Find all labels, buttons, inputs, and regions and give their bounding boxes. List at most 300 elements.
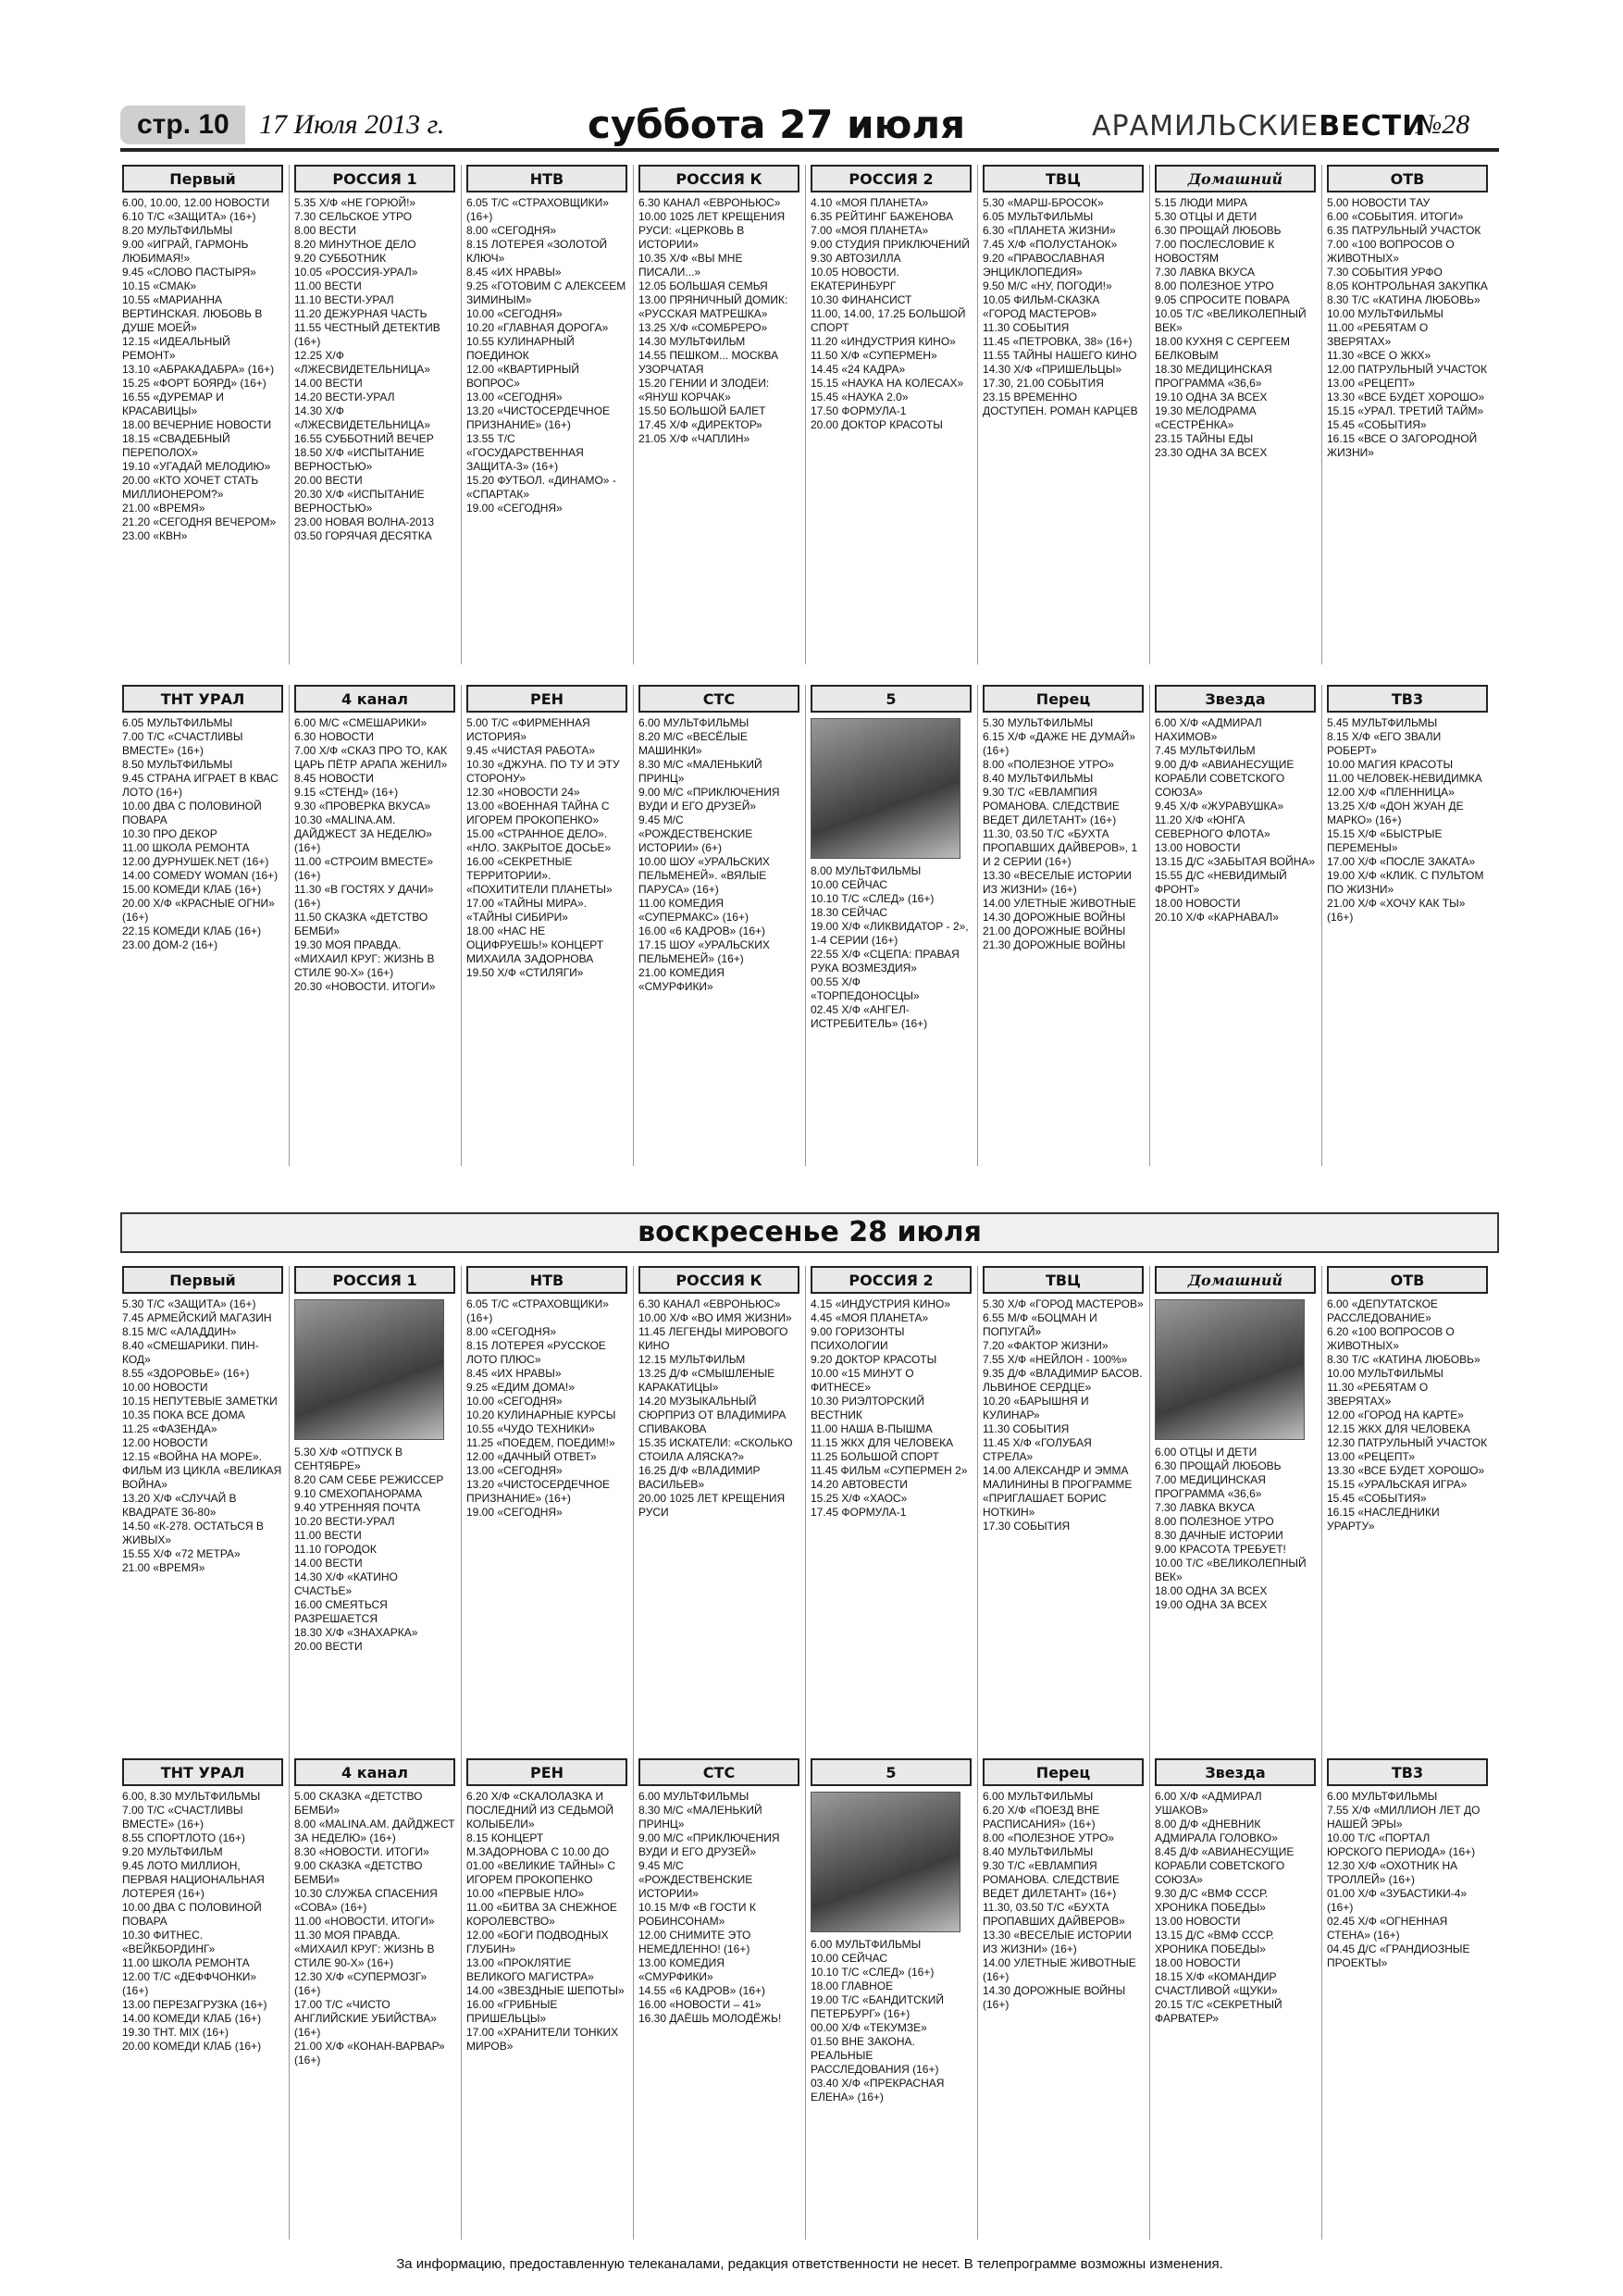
program-item: 6.30 ПРОЩАЙ ЛЮБОВЬ xyxy=(1155,224,1282,237)
program-item: 6.05 Т/С «СТРАХОВЩИКИ» (16+) xyxy=(466,1297,609,1324)
program-item: 8.00 «ПОЛЕЗНОЕ УТРО» xyxy=(983,758,1115,771)
program-item: 14.20 АВТОВЕСТИ xyxy=(811,1478,908,1491)
program-item: 9.30 АВТОЗИЛЛА xyxy=(811,252,901,265)
program-item: 10.30 «ДЖУНА. ПО ТУ И ЭТУ СТОРОНУ» xyxy=(466,758,620,785)
program-item: 10.00 «ПЕРВЫЕ НЛО» xyxy=(466,1887,585,1900)
program-item: 15.25 «ФОРТ БОЯРД» (16+) xyxy=(122,377,266,390)
program-item: 10.30 ПРО ДЕКОР xyxy=(122,827,217,840)
program-item: 9.00 ГОРИЗОНТЫ ПСИХОЛОГИИ xyxy=(811,1325,905,1352)
program-item: 19.00 Т/С «БАНДИТСКИЙ ПЕТЕРБУРГ» (16+) xyxy=(811,1993,944,2020)
program-item: 5.30 Х/Ф «ГОРОД МАСТЕРОВ» xyxy=(983,1297,1144,1310)
program-item: 14.50 «К-278. ОСТАТЬСЯ В ЖИВЫХ» xyxy=(122,1520,264,1546)
program-item: 6.00 М/С «СМЕШАРИКИ» xyxy=(294,716,427,729)
program-item: 12.00 НОВОСТИ xyxy=(122,1436,208,1449)
program-item: 11.30, 03.50 Т/С «БУХТА ПРОПАВШИХ ДАЙВЕРОВ», 1 И 2 СЕРИИ (16+) xyxy=(983,827,1138,868)
disclaimer-footer: За информацию, предоставленную телеканалами, редакция ответственности не несет. В телепрограмме возможны изменения. xyxy=(396,2256,1223,2272)
program-item: 8.40 «СМЕШАРИКИ. ПИН-КОД» xyxy=(122,1339,259,1366)
program-item: 6.00 Х/Ф «АДМИРАЛ НАХИМОВ» xyxy=(1155,716,1262,743)
program-item: 14.00 ВЕСТИ xyxy=(294,1557,363,1570)
program-item: 16.00 «НОВОСТИ – 41» xyxy=(638,1998,762,2011)
channel-column xyxy=(294,685,455,994)
program-item: 20.00 ДОКТОР КРАСОТЫ xyxy=(811,418,943,431)
column-divider xyxy=(805,1266,806,1766)
program-item: 18.00 КУХНЯ С СЕРГЕЕМ БЕЛКОВЫМ xyxy=(1155,335,1290,362)
column-divider xyxy=(1321,1266,1322,1766)
program-item: 16.15 «ВСЕ О ЗАГОРОДНОЙ ЖИЗНИ» xyxy=(1327,432,1478,459)
program-item: 10.20 «БАРЫШНЯ И КУЛИНАР» xyxy=(983,1395,1089,1421)
program-list xyxy=(638,196,799,446)
program-item: 13.00 ПЕРЕЗАГРУЗКА (16+) xyxy=(122,1998,267,2011)
channel-column xyxy=(122,165,283,543)
program-item: 10.00 МАГИЯ КРАСОТЫ xyxy=(1327,758,1454,771)
program-item: 21.00 «ВРЕМЯ» xyxy=(122,1561,205,1574)
program-item: 21.00 КОМЕДИЯ «СМУРФИКИ» xyxy=(638,966,725,993)
program-item: 10.35 Х/Ф «ВЫ МНЕ ПИСАЛИ...» xyxy=(638,252,743,279)
program-item: 20.00 Х/Ф «КРАСНЫЕ ОГНИ» (16+) xyxy=(122,897,275,924)
program-item: 17.00 «ТАЙНЫ МИРА». «ТАЙНЫ СИБИРИ» xyxy=(466,897,588,924)
program-item: 10.00 ДВА С ПОЛОВИНОЙ ПОВАРА xyxy=(122,800,262,826)
program-item: 8.15 КОНЦЕРТ М.ЗАДОРНОВА С 10.00 ДО 01.00 «ВЕЛИКИЕ ТАЙНЫ» С ИГОРЕМ ПРОКОПЕНКО xyxy=(466,1831,616,1886)
program-item: 10.00 Х/Ф «ВО ИМЯ ЖИЗНИ» xyxy=(638,1311,792,1324)
program-item: 13.25 Д/Ф «СМЫШЛЕНЫЕ КАРАКАТИЦЫ» xyxy=(638,1367,775,1394)
program-item: 12.15 «ВОЙНА НА МОРЕ». ФИЛЬМ ИЗ ЦИКЛА «ВЕЛИКАЯ ВОЙНА» xyxy=(122,1450,282,1491)
program-item: 9.20 ДОКТОР КРАСОТЫ xyxy=(811,1353,937,1366)
program-item: 20.30 «НОВОСТИ. ИТОГИ» xyxy=(294,980,436,993)
program-item: 6.00 МУЛЬТФИЛЬМЫ xyxy=(638,716,750,729)
program-item: 16.00 «ГРИБНЫЕ ПРИШЕЛЬЦЫ» xyxy=(466,1998,558,2025)
program-item: 7.20 «ФАКТОР ЖИЗНИ» xyxy=(983,1339,1109,1352)
program-item: 10.20 «ГЛАВНАЯ ДОРОГА» xyxy=(466,321,609,334)
program-item: 14.55 ПЕШКОМ... МОСКВА УЗОРЧАТАЯ xyxy=(638,349,779,376)
program-item: 11.00, 14.00, 17.25 БОЛЬШОЙ СПОРТ xyxy=(811,307,966,334)
day-title: суббота 27 июля xyxy=(588,102,966,147)
program-item: 8.30 М/С «МАЛЕНЬКИЙ ПРИНЦ» xyxy=(638,1804,762,1831)
program-item: 10.20 КУЛИНАРНЫЕ КУРСЫ xyxy=(466,1409,616,1421)
program-item: 20.00 ВЕСТИ xyxy=(294,474,363,487)
program-item: 19.00 «СЕГОДНЯ» xyxy=(466,502,563,515)
program-item: 20.00 КОМЕДИ КЛАБ (16+) xyxy=(122,2040,262,2053)
program-list xyxy=(638,716,799,994)
program-item: 21.00 «ВРЕМЯ» xyxy=(122,502,205,515)
channel-column xyxy=(638,685,799,994)
program-list xyxy=(1155,1790,1316,2026)
column-divider xyxy=(1321,165,1322,664)
program-item: 11.20 Х/Ф «ЮНГА СЕВЕРНОГО ФЛОТА» xyxy=(1155,813,1270,840)
program-item: 18.50 Х/Ф «ИСПЫТАНИЕ ВЕРНОСТЬЮ» xyxy=(294,446,425,473)
issue-date: 17 Июля 2013 г. xyxy=(259,109,445,140)
program-item: 7.45 МУЛЬТФИЛЬМ xyxy=(1155,744,1256,757)
program-item: 11.30 СОБЫТИЯ xyxy=(983,1422,1070,1435)
column-divider xyxy=(289,1758,290,2240)
program-item: 19.50 Х/Ф «СТИЛЯГИ» xyxy=(466,966,584,979)
program-item: 11.50 СКАЗКА «ДЕТСТВО БЕМБИ» xyxy=(294,911,428,937)
program-item: 15.45 «СОБЫТИЯ» xyxy=(1327,1492,1427,1505)
column-divider xyxy=(461,685,462,1166)
column-divider xyxy=(805,1758,806,2240)
program-item: 21.05 Х/Ф «ЧАПЛИН» xyxy=(638,432,750,445)
program-item: 10.00 ДВА С ПОЛОВИНОЙ ПОВАРА xyxy=(122,1901,262,1928)
program-item: 21.20 «СЕГОДНЯ ВЕЧЕРОМ» xyxy=(122,515,277,528)
program-item: 8.00 «СЕГОДНЯ» xyxy=(466,1325,557,1338)
column-divider xyxy=(1321,1758,1322,2240)
program-item: 8.00 МУЛЬТФИЛЬМЫ xyxy=(811,864,922,877)
program-item: 11.00 ЧЕЛОВЕК-НЕВИДИМКА xyxy=(1327,772,1482,785)
channel-logo: НТВ xyxy=(466,1266,627,1294)
channel-logo: 4 канал xyxy=(294,1758,455,1786)
program-item: 13.00 «РЕЦЕПТ» xyxy=(1327,1450,1416,1463)
program-item: 12.00 ДУРНУШЕК.NET (16+) xyxy=(122,855,269,868)
program-item: 7.00 МЕДИЦИНСКАЯ ПРОГРАММА «36,6» xyxy=(1155,1473,1266,1500)
program-item: 6.30 КАНАЛ «ЕВРОНЬЮС» xyxy=(638,1297,781,1310)
program-item: 8.00 «ПОЛЕЗНОЕ УТРО» xyxy=(983,1831,1115,1844)
program-item: 11.10 ГОРОДОК xyxy=(294,1543,377,1556)
program-item: 7.30 ЛАВКА ВКУСА xyxy=(1155,266,1256,279)
program-item: 6.00 «ДЕПУТАТСКОЕ РАССЛЕДОВАНИЕ» xyxy=(1327,1297,1438,1324)
program-item: 10.20 ВЕСТИ-УРАЛ xyxy=(294,1515,395,1528)
column-divider xyxy=(977,1266,978,1766)
program-item: 13.15 Д/С «ЗАБЫТАЯ ВОЙНА» xyxy=(1155,855,1316,868)
program-item: 8.55 СПОРТЛОТО (16+) xyxy=(122,1831,245,1844)
channel-column xyxy=(122,685,283,952)
channel-column xyxy=(811,1758,972,2104)
program-item: 19.10 ОДНА ЗА ВСЕХ xyxy=(1155,391,1268,403)
program-item: 11.30 «В ГОСТЯХ У ДАЧИ» (16+) xyxy=(294,883,434,910)
program-item: 10.00 МУЛЬТФИЛЬМЫ xyxy=(1327,1367,1443,1380)
program-item: 10.10 Т/С «СЛЕД» (16+) xyxy=(811,1966,935,1979)
program-item: 23.15 ТАЙНЫ ЕДЫ xyxy=(1155,432,1254,445)
channel-column xyxy=(122,1266,283,1575)
program-item: 5.30 Т/С «ЗАЩИТА» (16+) xyxy=(122,1297,256,1310)
program-list xyxy=(294,716,455,994)
program-item: 8.30 «НОВОСТИ. ИТОГИ» xyxy=(294,1845,429,1858)
program-item: 8.00 Д/Ф «ДНЕВНИК АДМИРАЛА ГОЛОВКО» xyxy=(1155,1818,1278,1844)
program-item: 18.00 ГЛАВНОЕ xyxy=(811,1980,894,1992)
program-item: 10.00 ШОУ «УРАЛЬСКИХ ПЕЛЬМЕНЕЙ». «ВЯЛЫЕ ПАРУСА» (16+) xyxy=(638,855,770,896)
program-item: 6.05 МУЛЬТФИЛЬМЫ xyxy=(122,716,233,729)
program-item: 14.00 КОМЕДИ КЛАБ (16+) xyxy=(122,2012,262,2025)
channel-logo: Домашний xyxy=(1155,165,1316,192)
program-item: 6.20 Х/Ф «СКАЛОЛАЗКА И ПОСЛЕДНИЙ ИЗ СЕДЬМОЙ КОЛЫБЕЛИ» xyxy=(466,1790,614,1831)
program-item: 4.10 «МОЯ ПЛАНЕТА» xyxy=(811,196,929,209)
program-item: 5.00 НОВОСТИ ТАУ xyxy=(1327,196,1431,209)
page-header xyxy=(120,102,1499,150)
program-item: 15.00 КОМЕДИ КЛАБ (16+) xyxy=(122,883,262,896)
channel-column xyxy=(1155,1758,1316,2026)
program-item: 04.45 Д/С «ГРАНДИОЗНЫЕ ПРОЕКТЫ» xyxy=(1327,1942,1470,1969)
program-item: 19.00 «СЕГОДНЯ» xyxy=(466,1506,563,1519)
program-item: 11.45 ФИЛЬМ «СУПЕРМЕН 2» xyxy=(811,1464,968,1477)
program-item: 10.00 1025 ЛЕТ КРЕЩЕНИЯ РУСИ: «ЦЕРКОВЬ В ИСТОРИИ» xyxy=(638,210,786,251)
program-item: 13.30 «ВЕСЕЛЫЕ ИСТОРИИ ИЗ ЖИЗНИ» (16+) xyxy=(983,1929,1132,1955)
program-item: 18.00 ОДНА ЗА ВСЕХ xyxy=(1155,1584,1268,1597)
program-item: 10.30 ФИТНЕС. «ВЕЙКБОРДИНГ» xyxy=(122,1929,216,1955)
program-list xyxy=(811,1297,972,1520)
program-item: 6.20 Х/Ф «ПОЕЗД ВНЕ РАСПИСАНИЯ» (16+) xyxy=(983,1804,1100,1831)
program-item: 8.45 НОВОСТИ xyxy=(294,772,374,785)
program-item: 9.00 СТУДИЯ ПРИКЛЮЧЕНИЙ xyxy=(811,238,970,251)
program-item: 23.30 ОДНА ЗА ВСЕХ xyxy=(1155,446,1268,459)
channel-column xyxy=(983,1266,1144,1533)
program-item: 9.05 СПРОСИТЕ ПОВАРА xyxy=(1155,293,1290,306)
program-item: 6.00 МУЛЬТФИЛЬМЫ xyxy=(811,1938,922,1951)
program-list xyxy=(811,864,972,1031)
program-item: 6.00 «СОБЫТИЯ. ИТОГИ» xyxy=(1327,210,1464,223)
program-item: 9.45 ЛОТО МИЛЛИОН, ПЕРВАЯ НАЦИОНАЛЬНАЯ ЛОТЕРЕЯ (16+) xyxy=(122,1859,265,1900)
program-item: 13.30 «ВЕСЕЛЫЕ ИСТОРИИ ИЗ ЖИЗНИ» (16+) xyxy=(983,869,1132,896)
program-item: 7.30 СОБЫТИЯ УРФО xyxy=(1327,266,1443,279)
channel-logo: 4 канал xyxy=(294,685,455,713)
program-item: 9.30 Т/С «ЕВЛАМПИЯ РОМАНОВА. СЛЕДСТВИЕ ВЕДЕТ ДИЛЕТАНТ» (16+) xyxy=(983,1859,1120,1900)
channel-column xyxy=(1155,685,1316,925)
program-item: 02.45 Х/Ф «АНГЕЛ-ИСТРЕБИТЕЛЬ» (16+) xyxy=(811,1003,928,1030)
program-item: 23.00 ДОМ-2 (16+) xyxy=(122,938,218,951)
channel-column xyxy=(466,1758,627,2054)
column-divider xyxy=(289,165,290,664)
program-list xyxy=(1327,1790,1488,1970)
program-item: 8.55 «ЗДОРОВЬЕ» (16+) xyxy=(122,1367,250,1380)
program-item: 8.00 «СЕГОДНЯ» xyxy=(466,224,557,237)
program-item: 11.25 «ПОЕДЕМ, ПОЕДИМ!» xyxy=(466,1436,615,1449)
program-item: 12.00 «ГОРОД НА КАРТЕ» xyxy=(1327,1409,1464,1421)
channel-column xyxy=(638,1758,799,2026)
program-item: 13.00 «СЕГОДНЯ» xyxy=(466,1464,563,1477)
program-item: 17.00 Х/Ф «ПОСЛЕ ЗАКАТА» xyxy=(1327,855,1476,868)
program-item: 10.05 Т/С «ВЕЛИКОЛЕПНЫЙ ВЕК» xyxy=(1155,307,1307,334)
program-item: 9.40 УТРЕННЯЯ ПОЧТА xyxy=(294,1501,421,1514)
program-item: 8.15 ЛОТЕРЕЯ «РУССКОЕ ЛОТО ПЛЮС» xyxy=(466,1339,606,1366)
program-item: 17.00 Т/С «ЧИСТО АНГЛИЙСКИЕ УБИЙСТВА» (16+) xyxy=(294,1998,437,2039)
program-item: 12.30 Х/Ф «СУПЕРМОЗГ» (16+) xyxy=(294,1970,427,1997)
column-divider xyxy=(1321,685,1322,1166)
program-item: 11.30 «РЕБЯТАМ О ЗВЕРЯТАХ» xyxy=(1327,1381,1429,1408)
program-item: 12.00 «БОГИ ПОДВОДНЫХ ГЛУБИН» xyxy=(466,1929,609,1955)
program-item: 14.55 «6 КАДРОВ» (16+) xyxy=(638,1984,765,1997)
channel-column xyxy=(983,1758,1144,2012)
channel-logo: РЕН xyxy=(466,1758,627,1786)
channel-logo: ТВЦ xyxy=(983,165,1144,192)
channel-column xyxy=(1155,1266,1316,1612)
program-item: 15.35 ИСКАТЕЛИ: «СКОЛЬКО СТОИЛА АЛЯСКА?» xyxy=(638,1436,793,1463)
program-item: 20.30 Х/Ф «ИСПЫТАНИЕ ВЕРНОСТЬЮ» xyxy=(294,488,425,515)
program-item: 17.30 СОБЫТИЯ xyxy=(983,1520,1071,1533)
program-item: 11.55 ТАЙНЫ НАШЕГО КИНО xyxy=(983,349,1137,362)
program-item: 6.30 ПРОЩАЙ ЛЮБОВЬ xyxy=(1155,1459,1282,1472)
program-item: 12.00 Х/Ф «ПЛЕННИЦА» xyxy=(1327,786,1455,799)
program-item: 12.05 БОЛЬШАЯ СЕМЬЯ xyxy=(638,279,768,292)
program-item: 8.15 ЛОТЕРЕЯ «ЗОЛОТОЙ КЛЮЧ» xyxy=(466,238,608,265)
program-item: 16.00 «6 КАДРОВ» (16+) xyxy=(638,925,765,937)
program-list xyxy=(983,716,1144,952)
channel-column xyxy=(466,1266,627,1520)
channel-column xyxy=(294,1266,455,1654)
channel-logo: ТВЦ xyxy=(983,1266,1144,1294)
program-item: 10.00 Т/С «ПОРТАЛ ЮРСКОГО ПЕРИОДА» (16+) xyxy=(1327,1831,1476,1858)
column-divider xyxy=(1149,165,1150,664)
program-item: 10.05 ФИЛЬМ-СКАЗКА «ГОРОД МАСТЕРОВ» xyxy=(983,293,1100,320)
program-item: 8.30 Т/С «КАТИНА ЛЮБОВЬ» xyxy=(1327,1353,1481,1366)
program-list xyxy=(466,1790,627,2054)
program-item: 15.00 «СТРАННОЕ ДЕЛО». «НЛО. ЗАКРЫТОЕ ДОСЬЕ» xyxy=(466,827,612,854)
channel-logo: ТВ3 xyxy=(1327,685,1488,713)
program-item: 10.30 РИЭЛТОРСКИЙ ВЕСТНИК xyxy=(811,1395,924,1421)
channel-logo: Звезда xyxy=(1155,685,1316,713)
program-item: 7.45 Х/Ф «ПОЛУСТАНОК» xyxy=(983,238,1118,251)
program-item: 16.00 СМЕЯТЬСЯ РАЗРЕШАЕТСЯ xyxy=(294,1598,388,1625)
program-item: 8.45 Д/Ф «АВИАНЕСУЩИЕ КОРАБЛИ СОВЕТСКОГО СОЮЗА» xyxy=(1155,1845,1295,1886)
program-item: 12.00 Т/С «ДЕФФЧОНКИ» (16+) xyxy=(122,1970,257,1997)
program-item: 8.50 МУЛЬТФИЛЬМЫ xyxy=(122,758,233,771)
channel-column xyxy=(983,165,1144,418)
column-divider xyxy=(977,1758,978,2240)
program-item: 7.00 Т/С «СЧАСТЛИВЫ ВМЕСТЕ» (16+) xyxy=(122,1804,243,1831)
program-item: 14.30 Х/Ф «ПРИШЕЛЬЦЫ» xyxy=(983,363,1122,376)
program-item: 9.00 КРАСОТА ТРЕБУЕТ! xyxy=(1155,1543,1286,1556)
program-item: 9.25 «ЕДИМ ДОМА!» xyxy=(466,1381,575,1394)
program-item: 11.00 «РЕБЯТАМ О ЗВЕРЯТАХ» xyxy=(1327,321,1429,348)
program-item: 9.00 «ИГРАЙ, ГАРМОНЬ ЛЮБИМАЯ!» xyxy=(122,238,249,265)
program-item: 23.00 «КВН» xyxy=(122,529,188,542)
channel-logo: Первый xyxy=(122,1266,283,1294)
channel-column xyxy=(1327,165,1488,460)
program-item: 15.45 «НАУКА 2.0» xyxy=(811,391,909,403)
program-item: 7.00 «100 ВОПРОСОВ О ЖИВОТНЫХ» xyxy=(1327,238,1455,265)
channel-column xyxy=(1155,165,1316,460)
channel-column xyxy=(811,165,972,432)
program-item: 15.25 Х/Ф «ХАОС» xyxy=(811,1492,908,1505)
program-item: 14.20 МУЗЫКАЛЬНЫЙ СЮРПРИЗ ОТ ВЛАДИМИРА СПИВАКОВА xyxy=(638,1395,787,1435)
channel-logo: Домашний xyxy=(1155,1266,1316,1294)
program-item: 8.30 ДАЧНЫЕ ИСТОРИИ xyxy=(1155,1529,1283,1542)
program-item: 11.45 «ПЕТРОВКА, 38» (16+) xyxy=(983,335,1133,348)
program-item: 11.00 НАША В-ПЫШМА xyxy=(811,1422,933,1435)
program-item: 22.15 КОМЕДИ КЛАБ (16+) xyxy=(122,925,262,937)
program-item: 5.00 Т/С «ФИРМЕННАЯ ИСТОРИЯ» xyxy=(466,716,590,743)
program-item: 9.25 «ГОТОВИМ С АЛЕКСЕЕМ ЗИМИНЫМ» xyxy=(466,279,626,306)
program-item: 19.00 Х/Ф «КЛИК. С ПУЛЬТОМ ПО ЖИЗНИ» xyxy=(1327,869,1484,896)
program-item: 10.30 СЛУЖБА СПАСЕНИЯ «СОВА» (16+) xyxy=(294,1887,438,1914)
program-item: 14.00 COMEDY WOMAN (16+) xyxy=(122,869,279,882)
program-list xyxy=(811,196,972,432)
program-item: 8.20 САМ СЕБЕ РЕЖИССЕР xyxy=(294,1473,444,1486)
program-item: 14.00 УЛЕТНЫЕ ЖИВОТНЫЕ xyxy=(983,897,1136,910)
program-item: 9.15 «СТЕНД» (16+) xyxy=(294,786,399,799)
channel-logo: ТНТ УРАЛ xyxy=(122,1758,283,1786)
program-item: 10.35 ПОКА ВСЕ ДОМА xyxy=(122,1409,245,1421)
program-item: 19.00 Х/Ф «ЛИКВИДАТОР - 2», 1-4 СЕРИИ (16+) xyxy=(811,920,969,947)
program-item: 15.55 Д/С «НЕВИДИМЫЙ ФРОНТ» xyxy=(1155,869,1287,896)
program-item: 15.15 Х/Ф «БЫСТРЫЕ ПЕРЕМЕНЫ» xyxy=(1327,827,1443,854)
program-item: 6.00, 10.00, 12.00 НОВОСТИ xyxy=(122,196,270,209)
program-item: 9.30 Д/С «ВМФ СССР. ХРОНИКА ПОБЕДЫ» xyxy=(1155,1887,1269,1914)
program-list xyxy=(294,1790,455,2067)
program-item: 15.15 «УРАЛЬСКАЯ ИГРА» xyxy=(1327,1478,1468,1491)
program-item: 6.05 Т/С «СТРАХОВЩИКИ» (16+) xyxy=(466,196,609,223)
program-photo xyxy=(1155,1299,1305,1440)
channel-logo: ОТВ xyxy=(1327,165,1488,192)
program-list xyxy=(638,1297,799,1520)
program-list xyxy=(983,1297,1144,1533)
column-divider xyxy=(633,1266,634,1766)
program-item: 12.00 СНИМИТЕ ЭТО НЕМЕДЛЕННО! (16+) xyxy=(638,1929,751,1955)
channel-column xyxy=(294,165,455,543)
program-item: 15.45 «СОБЫТИЯ» xyxy=(1327,418,1427,431)
program-item: 15.20 ГЕНИИ И ЗЛОДЕИ: «ЯНУШ КОРЧАК» xyxy=(638,377,770,403)
program-item: 10.55 «МАРИАННА ВЕРТИНСКАЯ. ЛЮБОВЬ В ДУШЕ МОЕЙ» xyxy=(122,293,263,334)
channel-logo: РОССИЯ К xyxy=(638,165,799,192)
program-item: 6.20 «100 ВОПРОСОВ О ЖИВОТНЫХ» xyxy=(1327,1325,1455,1352)
channel-logo: ТВ3 xyxy=(1327,1758,1488,1786)
program-item: 16.00 «СЕКРЕТНЫЕ ТЕРРИТОРИИ». «ПОХИТИТЕЛИ ПЛАНЕТЫ» xyxy=(466,855,613,896)
program-item: 14.00 АЛЕКСАНДР И ЭММА МАЛИНИНЫ В ПРОГРАММЕ «ПРИГЛАШАЕТ БОРИС НОТКИН» xyxy=(983,1464,1133,1519)
program-item: 4.45 «МОЯ ПЛАНЕТА» xyxy=(811,1311,929,1324)
program-item: 15.55 Х/Ф «72 МЕТРА» xyxy=(122,1547,241,1560)
program-item: 12.30 ПАТРУЛЬНЫЙ УЧАСТОК xyxy=(1327,1436,1488,1449)
program-item: 13.00 «ПРОКЛЯТИЕ ВЕЛИКОГО МАГИСТРА» xyxy=(466,1956,594,1983)
program-item: 12.00 «КВАРТИРНЫЙ ВОПРОС» xyxy=(466,363,579,390)
channel-column xyxy=(638,1266,799,1520)
program-item: 9.20 «ПРАВОСЛАВНАЯ ЭНЦИКЛОПЕДИЯ» xyxy=(983,252,1105,279)
program-item: 14.00 УЛЕТНЫЕ ЖИВОТНЫЕ (16+) xyxy=(983,1956,1136,1983)
program-item: 11.20 «ИНДУСТРИЯ КИНО» xyxy=(811,335,956,348)
program-item: 11.10 ВЕСТИ-УРАЛ xyxy=(294,293,394,306)
program-list xyxy=(983,196,1144,418)
program-item: 9.00 М/С «ПРИКЛЮЧЕНИЯ ВУДИ И ЕГО ДРУЗЕЙ» xyxy=(638,786,780,813)
program-item: 12.15 МУЛЬТФИЛЬМ xyxy=(638,1353,746,1366)
program-item: 12.30 Х/Ф «ОХОТНИК НА ТРОЛЛЕЙ» (16+) xyxy=(1327,1859,1458,1886)
program-item: 9.45 Х/Ф «ЖУРАВУШКА» xyxy=(1155,800,1284,813)
program-item: 14.00 ВЕСТИ xyxy=(294,377,363,390)
program-list xyxy=(466,716,627,980)
program-item: 23.15 ВРЕМЕННО ДОСТУПЕН. РОМАН КАРЦЕВ xyxy=(983,391,1138,417)
column-divider xyxy=(805,165,806,664)
program-item: 13.00 «СЕГОДНЯ» xyxy=(466,391,563,403)
program-item: 19.30 МОЯ ПРАВДА. «МИХАИЛ КРУГ: ЖИЗНЬ В СТИЛЕ 90-Х» (16+) xyxy=(294,938,435,979)
program-item: 17.15 ШОУ «УРАЛЬСКИХ ПЕЛЬМЕНЕЙ» (16+) xyxy=(638,938,770,965)
program-item: 21.00 Х/Ф «КОНАН-ВАРВАР» (16+) xyxy=(294,2040,445,2066)
channel-column xyxy=(983,685,1144,952)
program-item: 7.00 «МОЯ ПЛАНЕТА» xyxy=(811,224,929,237)
column-divider xyxy=(1149,1266,1150,1766)
channel-logo: Перец xyxy=(983,1758,1144,1786)
program-item: 11.30 СОБЫТИЯ xyxy=(983,321,1070,334)
program-item: 6.10 Т/С «ЗАЩИТА» (16+) xyxy=(122,210,256,223)
program-item: 18.15 «СВАДЕБНЫЙ ПЕРЕПОЛОХ» xyxy=(122,432,230,459)
program-photo xyxy=(811,1792,960,1932)
program-item: 10.30 «MALINA.AM. ДАЙДЖЕСТ ЗА НЕДЕЛЮ» (16+) xyxy=(294,813,432,854)
program-list xyxy=(983,1790,1144,2012)
program-item: 10.00 «СЕГОДНЯ» xyxy=(466,307,563,320)
program-item: 20.00 1025 ЛЕТ КРЕЩЕНИЯ РУСИ xyxy=(638,1492,786,1519)
program-item: 9.45 «ЧИСТАЯ РАБОТА» xyxy=(466,744,596,757)
program-item: 10.05 НОВОСТИ. ЕКАТЕРИНБУРГ xyxy=(811,266,899,292)
program-item: 11.00 «СТРОИМ ВМЕСТЕ» (16+) xyxy=(294,855,434,882)
column-divider xyxy=(289,1266,290,1766)
program-item: 6.55 М/Ф «БОЦМАН И ПОПУГАЙ» xyxy=(983,1311,1097,1338)
program-item: 13.10 «АБРАКАДАБРА» (16+) xyxy=(122,363,275,376)
column-divider xyxy=(461,1266,462,1766)
program-item: 11.25 «ФАЗЕНДА» xyxy=(122,1422,217,1435)
program-item: 13.20 «ЧИСТОСЕРДЕЧНОЕ ПРИЗНАНИЕ» (16+) xyxy=(466,404,611,431)
program-item: 12.15 ЖКХ ДЛЯ ЧЕЛОВЕКА xyxy=(1327,1422,1470,1435)
channel-logo: РОССИЯ 1 xyxy=(294,1266,455,1294)
program-item: 6.35 РЕЙТИНГ БАЖЕНОВА xyxy=(811,210,954,223)
program-item: 12.30 «НОВОСТИ 24» xyxy=(466,786,580,799)
program-item: 16.25 Д/Ф «ВЛАДИМИР ВАСИЛЬЕВ» xyxy=(638,1464,761,1491)
page-number: стр. 10 xyxy=(120,105,245,144)
program-item: 18.30 Х/Ф «ЗНАХАРКА» xyxy=(294,1626,418,1639)
program-item: 11.00 «НОВОСТИ. ИТОГИ» xyxy=(294,1915,435,1928)
program-item: 15.15 «НАУКА НА КОЛЕСАХ» xyxy=(811,377,964,390)
